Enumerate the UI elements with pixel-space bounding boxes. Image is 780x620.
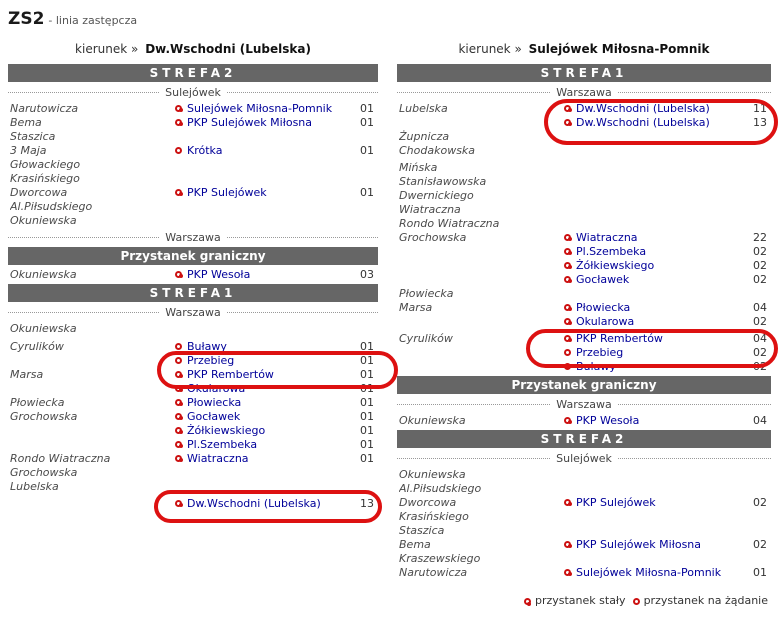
stop-cell xyxy=(564,102,741,115)
route-row xyxy=(397,537,771,551)
stop-number: 02 xyxy=(753,345,767,359)
route-row xyxy=(397,101,771,115)
fixed-stop-icon xyxy=(175,413,182,420)
street-name: Kraszewskiego xyxy=(399,551,481,565)
stop-cell xyxy=(175,102,348,115)
route-row xyxy=(397,286,771,300)
route-rows xyxy=(8,321,378,510)
zone-header: STREFA1 xyxy=(397,64,771,82)
on-demand-stop-icon xyxy=(564,363,571,370)
stop-link[interactable]: Gocławek xyxy=(187,409,241,423)
route-row xyxy=(397,331,771,345)
street-name: Okuniewska xyxy=(399,467,466,481)
street-name: Staszica xyxy=(10,129,56,143)
street-name: Narutowicza xyxy=(10,101,79,115)
stop-number: 02 xyxy=(753,314,767,328)
stop-link[interactable]: Okularowa xyxy=(187,381,246,395)
stop-cell xyxy=(564,231,741,244)
stop-cell xyxy=(564,566,741,579)
fixed-stop-icon xyxy=(564,318,571,325)
direction-column-left xyxy=(8,29,378,510)
fixed-stop-icon xyxy=(175,371,182,378)
stop-link[interactable]: Wiatraczna xyxy=(576,230,638,244)
fixed-stop-icon xyxy=(564,499,571,506)
route-rows xyxy=(397,413,771,427)
route-row xyxy=(397,258,771,272)
legend-demand-label: przystanek na żądanie xyxy=(643,594,768,607)
stop-number: 13 xyxy=(360,496,374,510)
divider-dotted-line xyxy=(227,92,378,93)
divider-dotted-line xyxy=(618,458,771,459)
fixed-stop-icon xyxy=(564,234,571,241)
stop-cell xyxy=(175,144,348,157)
street-name: Rondo Wiatraczna xyxy=(399,216,500,230)
street-name: Żupnicza xyxy=(399,129,450,143)
city-divider xyxy=(8,85,378,99)
street-name: Stanisławowska xyxy=(399,174,487,188)
stop-cell xyxy=(564,332,741,345)
stop-link[interactable]: PKP Sulejówek xyxy=(187,185,267,199)
street-name: Cyrulików xyxy=(10,339,64,353)
stop-cell xyxy=(564,346,741,359)
zone-header: STREFA1 xyxy=(8,284,378,302)
stop-number: 01 xyxy=(753,565,767,579)
stop-number: 11 xyxy=(753,101,767,115)
stop-link[interactable]: Dw.Wschodni (Lubelska) xyxy=(187,496,321,510)
direction-column-right xyxy=(397,29,771,579)
route-rows xyxy=(8,267,378,281)
route-row xyxy=(8,199,378,213)
street-name: Staszica xyxy=(399,523,445,537)
divider-dotted-line xyxy=(618,404,771,405)
stop-cell xyxy=(564,414,741,427)
stop-cell xyxy=(175,452,348,465)
stop-number: 02 xyxy=(753,258,767,272)
route-row xyxy=(397,314,771,328)
stop-number: 01 xyxy=(360,423,374,437)
stop-cell xyxy=(175,340,348,353)
route-row xyxy=(397,565,771,579)
stop-number: 01 xyxy=(360,395,374,409)
stop-number: 04 xyxy=(753,300,767,314)
stop-link[interactable]: Buławy xyxy=(187,339,227,353)
route-row xyxy=(8,367,378,381)
on-demand-stop-icon xyxy=(175,343,182,350)
route-row xyxy=(8,409,378,423)
stop-number: 01 xyxy=(360,437,374,451)
street-name: Marsa xyxy=(10,367,44,381)
route-row xyxy=(8,339,378,353)
street-name: Grochowska xyxy=(399,230,467,244)
street-name: Płowiecka xyxy=(399,286,454,300)
city-divider-label: Sulejówek xyxy=(556,451,612,465)
fixed-stop-icon xyxy=(175,399,182,406)
stop-cell xyxy=(564,315,741,328)
fixed-stop-icon xyxy=(564,417,571,424)
zone-header: STREFA2 xyxy=(397,430,771,448)
route-row xyxy=(8,437,378,451)
street-name: Płowiecka xyxy=(10,395,65,409)
route-rows xyxy=(8,101,378,227)
street-name: Okuniewska xyxy=(10,267,77,281)
on-demand-stop-icon xyxy=(175,147,182,154)
street-name: Głowackiego xyxy=(10,157,81,171)
stop-cell xyxy=(175,186,348,199)
street-name: Grochowska xyxy=(10,465,78,479)
city-divider xyxy=(397,451,771,465)
stop-link[interactable]: PKP Rembertów xyxy=(576,331,663,345)
stop-link[interactable]: Okularowa xyxy=(576,314,635,328)
city-divider-label: Warszawa xyxy=(165,305,221,319)
street-name: Krasińskiego xyxy=(10,171,80,185)
route-row xyxy=(8,143,378,157)
stop-link[interactable]: Krótka xyxy=(187,143,223,157)
stop-link[interactable]: Wiatraczna xyxy=(187,451,249,465)
fixed-stop-icon xyxy=(564,569,571,576)
city-divider xyxy=(397,397,771,411)
fixed-stop-icon xyxy=(175,427,182,434)
route-row xyxy=(8,321,378,335)
stop-number: 02 xyxy=(753,537,767,551)
route-columns xyxy=(0,29,780,579)
route-row xyxy=(8,115,378,129)
fixed-stop-icon xyxy=(524,598,531,605)
legend xyxy=(0,594,780,607)
stop-number: 02 xyxy=(753,272,767,286)
street-name: Rondo Wiatraczna xyxy=(10,451,111,465)
street-name: Wiatraczna xyxy=(399,202,461,216)
stop-cell xyxy=(175,438,348,451)
route-row xyxy=(397,345,771,359)
divider-dotted-line xyxy=(227,237,378,238)
stop-link[interactable]: Buławy xyxy=(576,359,616,373)
stop-link[interactable]: Przebieg xyxy=(576,345,624,359)
zone-header: STREFA2 xyxy=(8,64,378,82)
stop-number: 02 xyxy=(753,359,767,373)
on-demand-stop-icon xyxy=(175,357,182,364)
route-row xyxy=(8,157,378,171)
stop-cell xyxy=(175,368,348,381)
street-name: Mińska xyxy=(399,160,438,174)
route-row xyxy=(397,300,771,314)
route-row xyxy=(8,267,378,281)
stop-number: 01 xyxy=(360,143,374,157)
page-title xyxy=(0,0,780,29)
city-divider-label: Warszawa xyxy=(556,397,612,411)
stop-link[interactable]: Żółkiewskiego xyxy=(187,423,266,437)
fixed-stop-icon xyxy=(175,385,182,392)
fixed-stop-icon xyxy=(175,105,182,112)
stop-number: 01 xyxy=(360,115,374,129)
street-name: Dworcowa xyxy=(399,495,457,509)
route-row xyxy=(397,509,771,523)
stop-link[interactable]: Przebieg xyxy=(187,353,235,367)
divider-dotted-line xyxy=(8,92,159,93)
route-row xyxy=(397,230,771,244)
route-row xyxy=(8,353,378,367)
stop-cell xyxy=(175,268,348,281)
divider-dotted-line xyxy=(8,237,159,238)
route-row xyxy=(8,101,378,115)
on-demand-stop-icon xyxy=(633,598,640,605)
route-row xyxy=(397,481,771,495)
route-blocks xyxy=(8,64,378,510)
direction-prefix: kierunek » xyxy=(75,42,139,56)
route-row xyxy=(397,129,771,143)
city-divider-label: Sulejówek xyxy=(165,85,221,99)
route-row xyxy=(397,143,771,157)
stop-cell xyxy=(564,245,741,258)
street-name: Al.Piłsudskiego xyxy=(10,199,93,213)
stop-number: 03 xyxy=(360,267,374,281)
street-name: Marsa xyxy=(399,300,433,314)
street-name: Lubelska xyxy=(10,479,59,493)
route-row xyxy=(8,185,378,199)
route-row xyxy=(8,451,378,465)
stop-cell xyxy=(175,382,348,395)
legend-fixed-label: przystanek stały xyxy=(534,594,626,607)
stop-link[interactable]: PKP Sulejówek Miłosna xyxy=(187,115,313,129)
direction-prefix: kierunek » xyxy=(458,42,522,56)
stop-link[interactable]: Sulejówek Miłosna-Pomnik xyxy=(187,101,333,115)
stop-number: 22 xyxy=(753,230,767,244)
route-row xyxy=(397,174,771,188)
fixed-stop-icon xyxy=(564,335,571,342)
street-name: Cyrulików xyxy=(399,331,453,345)
stop-number: 01 xyxy=(360,409,374,423)
fixed-stop-icon xyxy=(175,500,182,507)
route-row xyxy=(397,523,771,537)
route-row xyxy=(397,115,771,129)
fixed-stop-icon xyxy=(564,248,571,255)
stop-number: 04 xyxy=(753,413,767,427)
street-name: Okuniewska xyxy=(10,213,77,227)
stop-link[interactable]: Sulejówek Miłosna-Pomnik xyxy=(576,565,722,579)
fixed-stop-icon xyxy=(175,119,182,126)
street-name: Okuniewska xyxy=(399,413,466,427)
city-divider xyxy=(8,305,378,319)
city-divider xyxy=(397,85,771,99)
street-name: Okuniewska xyxy=(10,321,77,335)
route-blocks xyxy=(397,64,771,579)
route-row xyxy=(8,465,378,479)
stop-cell xyxy=(175,497,348,510)
route-row xyxy=(8,496,378,510)
line-number: ZS2 xyxy=(8,9,45,29)
fixed-stop-icon xyxy=(175,271,182,278)
fixed-stop-icon xyxy=(564,541,571,548)
stop-link[interactable]: Żółkiewskiego xyxy=(576,258,655,272)
stop-link[interactable]: Pl.Szembeka xyxy=(576,244,647,258)
stop-link[interactable]: PKP Wesoła xyxy=(576,413,640,427)
stop-number: 01 xyxy=(360,353,374,367)
stop-number: 01 xyxy=(360,381,374,395)
route-row xyxy=(397,244,771,258)
stop-cell xyxy=(175,424,348,437)
street-name: 3 Maja xyxy=(10,143,47,157)
stop-link[interactable]: Dw.Wschodni (Lubelska) xyxy=(576,101,710,115)
stop-number: 04 xyxy=(753,331,767,345)
city-divider-label: Warszawa xyxy=(556,85,612,99)
stop-number: 13 xyxy=(753,115,767,129)
divider-dotted-line xyxy=(397,458,550,459)
route-row xyxy=(397,467,771,481)
route-row xyxy=(8,129,378,143)
stop-number: 02 xyxy=(753,495,767,509)
fixed-stop-icon xyxy=(564,262,571,269)
fixed-stop-icon xyxy=(175,441,182,448)
street-name: Dworcowa xyxy=(10,185,68,199)
stop-cell xyxy=(564,301,741,314)
direction-name: Dw.Wschodni (Lubelska) xyxy=(145,42,311,56)
stop-number: 01 xyxy=(360,101,374,115)
route-rows xyxy=(397,467,771,579)
stop-cell xyxy=(175,410,348,423)
route-row xyxy=(8,395,378,409)
city-divider-label: Warszawa xyxy=(165,230,221,244)
street-name: Narutowicza xyxy=(399,565,468,579)
route-rows xyxy=(397,101,771,373)
city-divider xyxy=(8,230,378,244)
route-row xyxy=(397,216,771,230)
street-name: Bema xyxy=(10,115,42,129)
stop-cell xyxy=(564,538,741,551)
divider-dotted-line xyxy=(227,312,378,313)
route-row xyxy=(397,359,771,373)
stop-link[interactable]: Płowiecka xyxy=(576,300,631,314)
fixed-stop-icon xyxy=(175,455,182,462)
fixed-stop-icon xyxy=(564,304,571,311)
route-row xyxy=(397,413,771,427)
divider-dotted-line xyxy=(397,404,550,405)
street-name: Grochowska xyxy=(10,409,78,423)
street-name: Lubelska xyxy=(399,101,448,115)
stop-cell xyxy=(564,496,741,509)
fixed-stop-icon xyxy=(564,276,571,283)
stop-number: 01 xyxy=(360,185,374,199)
stop-link[interactable]: PKP Wesoła xyxy=(187,267,251,281)
zone-header: Przystanek graniczny xyxy=(397,376,771,394)
stop-number: 01 xyxy=(360,451,374,465)
stop-link[interactable]: Pl.Szembeka xyxy=(187,437,258,451)
stop-cell xyxy=(564,259,741,272)
stop-link[interactable]: Gocławek xyxy=(576,272,630,286)
stop-number: 01 xyxy=(360,339,374,353)
stop-link[interactable]: PKP Rembertów xyxy=(187,367,274,381)
on-demand-stop-icon xyxy=(564,349,571,356)
stop-link[interactable]: PKP Sulejówek Miłosna xyxy=(576,537,702,551)
route-row xyxy=(397,495,771,509)
stop-link[interactable]: PKP Sulejówek xyxy=(576,495,656,509)
fixed-stop-icon xyxy=(564,105,571,112)
divider-dotted-line xyxy=(8,312,159,313)
street-name: Bema xyxy=(399,537,431,551)
zone-header: Przystanek graniczny xyxy=(8,247,378,265)
stop-link[interactable]: Dw.Wschodni (Lubelska) xyxy=(576,115,710,129)
line-subtitle: - linia zastępcza xyxy=(48,14,138,27)
stop-cell xyxy=(564,116,741,129)
route-row xyxy=(397,272,771,286)
divider-dotted-line xyxy=(618,92,771,93)
stop-cell xyxy=(564,360,741,373)
divider-dotted-line xyxy=(397,92,550,93)
route-row xyxy=(397,188,771,202)
stop-cell xyxy=(175,116,348,129)
stop-number: 01 xyxy=(360,367,374,381)
stop-link[interactable]: Płowiecka xyxy=(187,395,242,409)
route-row xyxy=(397,202,771,216)
stop-cell xyxy=(175,396,348,409)
stop-cell xyxy=(175,354,348,367)
street-name: Chodakowska xyxy=(399,143,476,157)
stop-number: 02 xyxy=(753,244,767,258)
route-row xyxy=(397,551,771,565)
direction-header xyxy=(8,42,378,57)
stop-cell xyxy=(564,273,741,286)
route-row xyxy=(8,213,378,227)
direction-name: Sulejówek Miłosna-Pomnik xyxy=(528,42,710,56)
route-row xyxy=(8,171,378,185)
fixed-stop-icon xyxy=(564,119,571,126)
street-name: Al.Piłsudskiego xyxy=(399,481,482,495)
route-row xyxy=(397,160,771,174)
route-row xyxy=(8,479,378,493)
street-name: Krasińskiego xyxy=(399,509,469,523)
route-row xyxy=(8,423,378,437)
fixed-stop-icon xyxy=(175,189,182,196)
street-name: Dwernickiego xyxy=(399,188,474,202)
direction-header xyxy=(397,42,771,57)
route-row xyxy=(8,381,378,395)
